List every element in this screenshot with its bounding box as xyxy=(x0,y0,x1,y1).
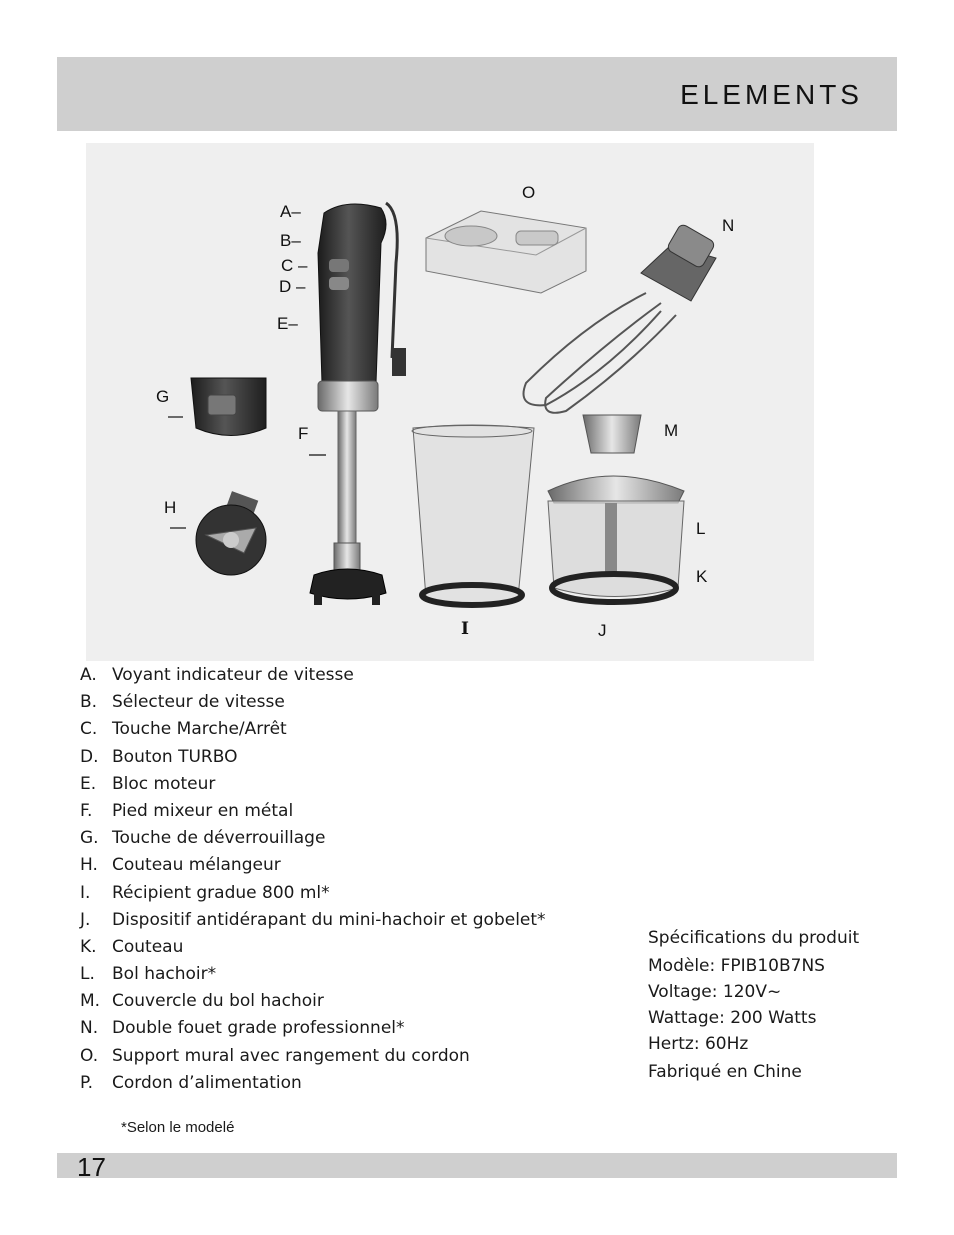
product-illustration xyxy=(86,143,814,661)
footnote: *Selon le modelé xyxy=(121,1119,235,1136)
label-b: B– xyxy=(280,231,301,250)
label-d: D – xyxy=(279,277,306,296)
label-i: I xyxy=(461,619,469,639)
stick-blender xyxy=(310,203,406,605)
label-n: N xyxy=(722,216,735,235)
label-c: C – xyxy=(281,256,308,275)
list-item: J. Dispositif antidérapant du mini-hachoir et gobelet* xyxy=(80,909,546,930)
wall-mount xyxy=(426,211,586,293)
spec-wattage: Wattage: 200 Watts xyxy=(648,1008,817,1028)
list-item: P. Cordon d’alimentation xyxy=(80,1072,302,1093)
label-e: E– xyxy=(277,314,298,333)
product-specifications xyxy=(648,928,859,1082)
label-g: G xyxy=(156,387,170,406)
list-item: L. Bol hachoir* xyxy=(80,964,217,985)
label-a: A– xyxy=(280,202,301,221)
list-item: M. Couvercle du bol hachoir xyxy=(80,991,324,1012)
list-item: O. Support mural avec rangement du cordon xyxy=(80,1045,470,1066)
specs-title: Spécifications du produit xyxy=(648,928,860,948)
list-item: H. Couteau mélangeur xyxy=(80,855,281,876)
header-bar xyxy=(57,57,897,131)
list-item: F. Pied mixeur en métal xyxy=(80,800,294,821)
page-number: 17 xyxy=(77,1152,106,1182)
measuring-beaker xyxy=(412,425,534,605)
label-j: J xyxy=(598,621,607,640)
label-m: M xyxy=(664,421,679,440)
spec-voltage: Voltage: 120V~ xyxy=(648,982,782,1002)
unlock-button-detail xyxy=(191,378,266,436)
list-item: C. Touche Marche/Arrêt xyxy=(80,719,287,740)
blending-blade-detail xyxy=(196,491,266,575)
list-item: A. Voyant indicateur de vitesse xyxy=(80,665,354,685)
spec-hertz: Hertz: 60Hz xyxy=(648,1034,749,1054)
spec-model: Modèle: FPIB10B7NS xyxy=(648,956,825,976)
mini-chopper xyxy=(548,415,684,602)
list-item: G. Touche de déverrouillage xyxy=(80,828,326,849)
label-o: O xyxy=(522,183,536,202)
label-k: K xyxy=(696,567,708,586)
parts-list xyxy=(80,662,546,1097)
label-l: L xyxy=(696,519,706,538)
footer-bar xyxy=(57,1152,897,1182)
label-f: F xyxy=(298,424,309,443)
list-item: B. Sélecteur de vitesse xyxy=(80,692,285,713)
spec-origin: Fabriqué en Chine xyxy=(648,1062,802,1082)
list-item: I. Récipient gradue 800 ml* xyxy=(80,882,330,903)
list-item: D. Bouton TURBO xyxy=(80,746,238,767)
list-item: N. Double fouet grade professionnel* xyxy=(80,1018,405,1039)
page-title: ELEMENTS xyxy=(680,79,863,110)
list-item: K. Couteau xyxy=(80,936,184,957)
list-item: E. Bloc moteur xyxy=(80,773,216,794)
label-h: H xyxy=(164,498,177,517)
